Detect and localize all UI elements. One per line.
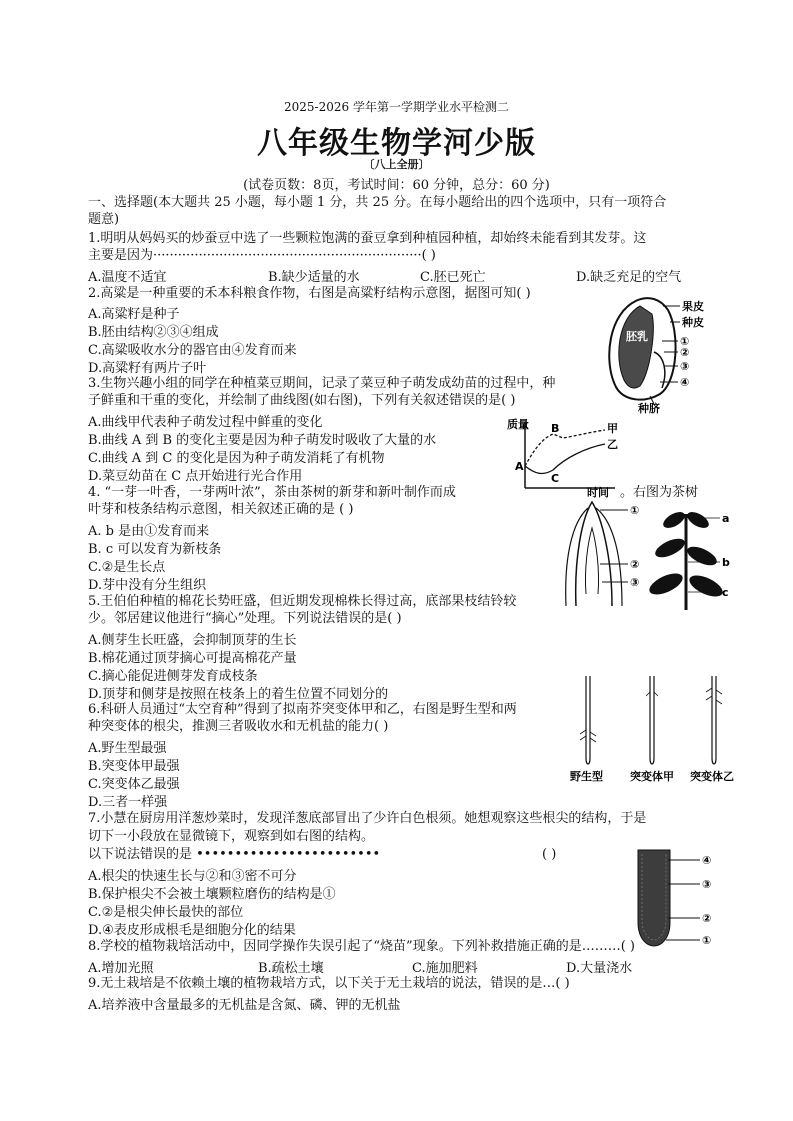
- q7-option-c: C.②是根尖伸长最快的部位: [88, 905, 244, 920]
- q4-option-d: D.芽中没有分生组织: [88, 578, 207, 593]
- root-tip-label-n2: ②: [702, 912, 712, 925]
- q3-stem: 3.生物兴趣小组的同学在种植菜豆期间，记录了菜豆种子萌发成幼苗的过程中，种: [88, 376, 556, 391]
- label-stalk: 种脐: [638, 402, 660, 414]
- label-pericarp: 果皮: [682, 300, 704, 313]
- q4-option-b: B. c 可以发育为新枝条: [88, 542, 222, 557]
- q1-option-c: C.胚已死亡: [420, 270, 486, 285]
- q7-option-b: B.保护根尖不会被土壤颗粒磨伤的结构是①: [88, 887, 336, 902]
- q3-option-a: A.曲线甲代表种子萌发过程中鲜重的变化: [88, 415, 323, 430]
- seed-weight-curve-figure: [505, 418, 625, 498]
- point-a-label: A: [515, 460, 524, 473]
- root-tip-label-n1: ①: [702, 934, 712, 947]
- q3-option-c: C.曲线 A 到 C 的变化是因为种子萌发消耗了有机物: [88, 451, 385, 466]
- q7-stem-cont: 切下一小段放在显微镜下，观察到如右图的结构。: [88, 829, 375, 844]
- section-intro-cont: 题意): [88, 212, 120, 227]
- q5-option-b: B.棉花通过顶芽摘心可提高棉花产量: [88, 651, 297, 666]
- q1-option-b: B.缺少适量的水: [268, 270, 360, 285]
- exam-title: 八年级生物学河少版: [257, 126, 536, 161]
- root-tip-label-n3: ③: [702, 878, 712, 891]
- q2-option-b: B.胚由结构②③④组成: [88, 325, 219, 340]
- q6-option-c: C.突变体乙最强: [88, 777, 180, 792]
- q3-option-d: D.菜豆幼苗在 C 点开始进行光合作用: [88, 469, 303, 484]
- point-c-label: C: [551, 472, 560, 485]
- branch-label-a: a: [722, 512, 730, 525]
- exam-info: (试卷页数：8页，考试时间：60 分钟，总分：60 分): [243, 178, 550, 193]
- q5-stem: 5.王伯伯种植的棉花长势旺盛，但近期发现棉株长得过高，底部果枝结铃较: [88, 594, 517, 609]
- q9-stem: 9.无土栽培是不依赖土壤的植物栽培方式，以下关于无土栽培的说法，错误的是…( ): [88, 976, 570, 991]
- q1-option-d: D.缺乏充足的空气: [576, 270, 682, 285]
- branch-label-c: c: [722, 586, 729, 599]
- q8-option-a: A.增加光照: [88, 961, 154, 976]
- label-n4: ④: [680, 376, 690, 389]
- q8-option-d: D.大量浇水: [566, 961, 633, 976]
- label-n1: ①: [680, 335, 690, 348]
- q6-option-d: D.三者一样强: [88, 795, 168, 810]
- label-n3: ③: [680, 360, 690, 373]
- q8-stem: 8.学校的植物栽培活动中，因同学操作失误引起了“烧苗”现象。下列补救措施正确的是………( ): [88, 939, 635, 954]
- q9-option-a: A.培养液中含量最多的无机盐是含氮、磷、钾的无机盐: [88, 998, 401, 1013]
- q7-answer-paren: ( ): [542, 847, 557, 862]
- q4-stem-tail: 。右图为茶树: [620, 485, 699, 500]
- root-mutant-b-label: 突变体乙: [690, 770, 734, 783]
- q3-stem-cont: 子鲜重和干重的变化，并绘制了曲线图(如右图)，下列有关叙述错误的是( ): [88, 393, 516, 408]
- q5-option-d: D.顶芽和侧芽是按照在枝条上的着生位置不同划分的: [88, 687, 389, 702]
- q3-option-b: B.曲线 A 到 B 的变化主要是因为种子萌发时吸收了大量的水: [88, 433, 437, 448]
- root-tip-label-n4: ④: [702, 854, 712, 867]
- q7-option-a: A.根尖的快速生长与②和③密不可分: [88, 869, 297, 884]
- q5-option-a: A.侧芽生长旺盛，会抑制顶芽的生长: [88, 633, 297, 648]
- q1-stem-cont: 主要是因为·································································( ): [88, 248, 436, 263]
- q7-stem: 7.小慧在厨房用洋葱炒菜时，发现洋葱底部冒出了少许白色根须。她想观察这些根尖的结构，于是: [88, 811, 647, 826]
- tea-branch-figure: [640, 504, 740, 612]
- q2-option-a: A.高粱籽是种子: [88, 307, 180, 322]
- q5-stem-cont: 少。邻居建议他进行“摘心”处理。下列说法错误的是( ): [88, 611, 402, 626]
- q8-option-b: B.疏松土壤: [258, 961, 324, 976]
- q2-option-d: D.高粱籽有两片子叶: [88, 361, 207, 376]
- root-tips-figure: [566, 672, 746, 784]
- q6-stem: 6.科研人员通过“太空育种”得到了拟南芥突变体甲和乙，右图是野生型和两: [88, 702, 517, 717]
- q5-option-c: C.摘心能促进侧芽发育成枝条: [88, 669, 258, 684]
- q4-option-c: C.②是生长点: [88, 560, 166, 575]
- q7-stem-cont2: 以下说法错误的是 ••••••••••••••••••••••••: [88, 847, 381, 862]
- q4-stem: 4. “一芽一叶香，一芽两叶浓”，茶由茶树的新芽和新叶制作而成: [88, 485, 456, 500]
- q7-option-d: D.④表皮形成根毛是细胞分化的结果: [88, 923, 296, 938]
- q6-option-a: A.野生型最强: [88, 741, 167, 756]
- q8-option-c: C.施加肥料: [412, 961, 478, 976]
- bud-label-n2: ②: [630, 558, 640, 571]
- label-seedcoat: 种皮: [682, 316, 704, 329]
- q4-stem-cont: 叶芽和枝条结构示意图，相关叙述正确的是 ( ): [88, 502, 354, 517]
- q4-option-a: A. b 是由①发育而来: [88, 524, 210, 539]
- q2-option-c: C.高粱吸收水分的器官由④发育而来: [88, 343, 297, 358]
- onion-root-tip-figure: [628, 842, 718, 950]
- axis-x-label: 时间: [587, 486, 609, 498]
- q1-option-a: A.温度不适宜: [88, 270, 167, 285]
- root-wild-label: 野生型: [570, 770, 603, 783]
- q1-stem: 1.明明从妈妈买的炒蚕豆中选了一些颗粒饱满的蚕豆拿到种植园种植，却始终未能看到其发芽。这: [88, 231, 647, 246]
- exam-term: 2025-2026 学年第一学期学业水平检测二: [284, 100, 509, 114]
- bud-label-n3: ③: [630, 576, 640, 589]
- series-a-label: 甲: [607, 422, 618, 435]
- label-n2: ②: [680, 346, 690, 359]
- q2-stem: 2.高粱是一种重要的禾本科粮食作物，右图是高粱籽结构示意图，据图可知( ): [88, 286, 531, 301]
- bud-label-n1: ①: [630, 504, 640, 517]
- section-intro: 一、选择题(本大题共 25 小题，每小题 1 分，共 25 分。在每小题给出的四个选项中，只有一项符合: [88, 195, 667, 210]
- exam-volume: 〔八上全册〕: [363, 158, 430, 171]
- axis-y-label: 质量: [507, 418, 529, 431]
- q6-stem-cont: 种突变体的根尖，推测三者吸收水和无机盐的能力( ): [88, 719, 389, 734]
- root-mutant-a-label: 突变体甲: [630, 770, 674, 783]
- sorghum-seed-figure: [598, 292, 718, 414]
- branch-label-b: b: [722, 556, 730, 569]
- label-endosperm: 胚乳: [626, 330, 648, 343]
- q6-option-b: B.突变体甲最强: [88, 759, 180, 774]
- series-b-label: 乙: [607, 438, 618, 451]
- point-b-label: B: [551, 422, 560, 435]
